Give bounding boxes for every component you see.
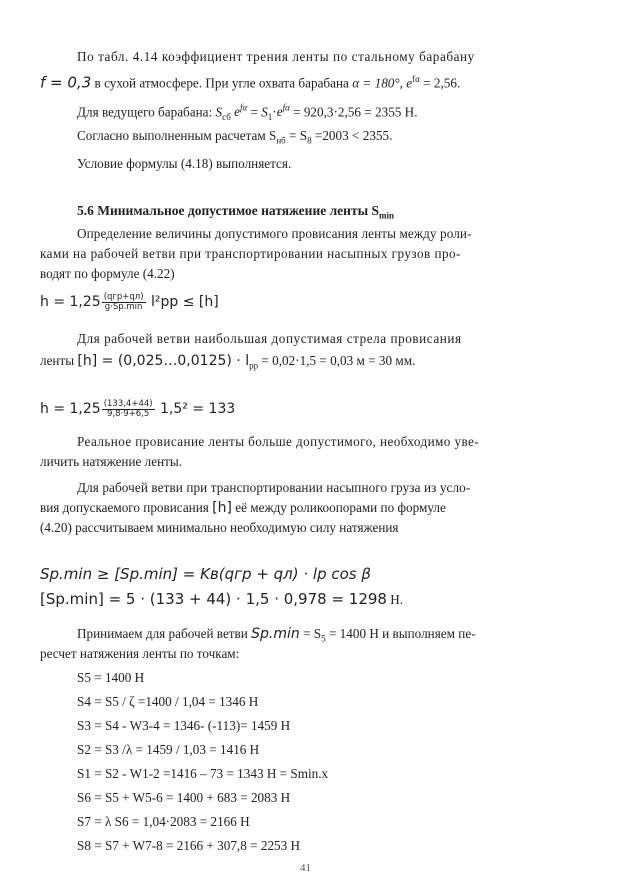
formula-text: l²рр ≤ [h]	[146, 294, 219, 310]
formula-unit: Н.	[386, 592, 404, 607]
text-fragment: Согласно выполненным расчетам S	[77, 128, 277, 143]
text-line	[40, 500, 621, 516]
text-fragment: вия допускаемого провисания	[40, 500, 213, 515]
formula-text: Sр.min	[251, 626, 300, 642]
formula-text: [Sр.min] = 5 · (133 + 44) · 1,5 · 0,978 = 1298	[40, 590, 387, 608]
text-fragment: = 0,02·1,5 = 0,03 м = 30 мм.	[258, 353, 416, 368]
text-fragment: = S	[285, 128, 308, 143]
text-fragment: = 2,56.	[419, 75, 461, 91]
formula-text: [h]	[212, 500, 232, 516]
text-fragment: Принимаем для рабочей ветви	[77, 626, 252, 641]
page-number: 41	[300, 862, 311, 874]
text-line: Для ведущего барабана: $S_{сб}$ $e^{f\alpha} = S_1\cdot e^{f\alpha} = 920,3\cdot 2,56 = 2355$ Н.	[77, 103, 418, 123]
list-item: S4 = S5 / ζ =1400 / 1,04 = 1346 Н	[77, 694, 259, 709]
formula-tension-calc	[40, 591, 621, 608]
text-fragment: = 1400 Н и выполняем пе-	[325, 626, 476, 641]
formula-text: h = 1,25	[40, 294, 101, 310]
fraction: $\frac{\text{(qгр+qл)}}{g\cdot Sр.\min}$	[103, 291, 144, 312]
formula-text: 1,5² = 133	[155, 401, 236, 417]
subscript: min	[379, 210, 395, 221]
subscript: 8	[307, 135, 312, 146]
superscript: fα	[412, 74, 420, 84]
text-fragment: ленты	[40, 353, 78, 368]
text-line: личить натяжение ленты.	[40, 454, 183, 469]
text-line: Определение величины допустимого провисания ленты между роли-	[77, 226, 472, 241]
text-line: ками на рабочей ветви при транспортировании насыпных грузов про-	[40, 246, 461, 261]
text-fragment: =2003 < 2355.	[311, 128, 393, 143]
text-fragment: Для ведущего барабана:	[77, 104, 216, 120]
formula-tension: Sр.min ≥ [Sр.min] = Kв(qгр + qл) · lр cos β	[40, 565, 371, 583]
formula-text: [h] = (0,025…0,0125) · l	[77, 353, 250, 369]
list-item: S8 = S7 + W7-8 = 2166 + 307,8 = 2253 Н	[77, 838, 301, 853]
subscript: рр	[249, 360, 259, 371]
text-line: ресчет натяжения ленты по точкам:	[40, 646, 240, 661]
formula-alpha: α = 180°, e	[352, 75, 413, 91]
text-line: Реальное провисание ленты больше допустимого, необходимо уве-	[77, 434, 480, 449]
subscript: нб	[276, 135, 286, 146]
text-line: водят по формуле (4.22)	[40, 266, 175, 281]
formula-sag-calc	[40, 398, 621, 420]
formula-sag	[40, 291, 621, 313]
subscript: 5	[321, 633, 326, 644]
text-line	[77, 626, 621, 647]
text-line: Для рабочей ветви при транспортировании насыпного груза из усло-	[77, 480, 471, 495]
formula-text: h = 1,25	[40, 401, 101, 417]
text-line: Для рабочей ветви наибольшая допустимая стрела провисания	[77, 331, 462, 346]
list-item: S5 = 1400 Н	[77, 670, 145, 685]
list-item: S3 = S4 - W3-4 = 1346- (-113)= 1459 Н	[77, 718, 291, 733]
list-item: S2 = S3 /λ = 1459 / 1,03 = 1416 Н	[77, 742, 260, 757]
text-line: (4.20) рассчитываем минимально необходимую силу натяжения	[40, 520, 399, 535]
text-fragment: = S	[299, 626, 322, 641]
section-title: 5.6 Минимальное допустимое натяжение ленты S	[77, 203, 379, 218]
text-fragment: в сухой атмосфере. При угле охвата барабана	[91, 75, 353, 91]
list-item: S7 = λ S6 = 1,04·2083 = 2166 Н	[77, 814, 250, 829]
text-line	[77, 128, 621, 149]
text-line	[40, 353, 621, 374]
list-item: S1 = S2 - W1-2 =1416 – 73 = 1343 Н = Smin.x	[77, 766, 329, 781]
list-item: S6 = S5 + W5-6 = 1400 + 683 = 2083 Н	[77, 790, 291, 805]
text-fragment: её между роликоопорами по формуле	[231, 500, 446, 515]
text-line: Условие формулы (4.18) выполняется.	[77, 156, 292, 171]
formula-f: f = 0,3	[40, 73, 92, 92]
section-heading	[77, 203, 621, 224]
text-line	[40, 71, 621, 91]
text-line: По табл. 4.14 коэффициент трения ленты по стальному барабану	[77, 49, 475, 64]
fraction: $\frac{(133,4+44)}{9,8\cdot 9+6,5}$	[103, 398, 153, 419]
